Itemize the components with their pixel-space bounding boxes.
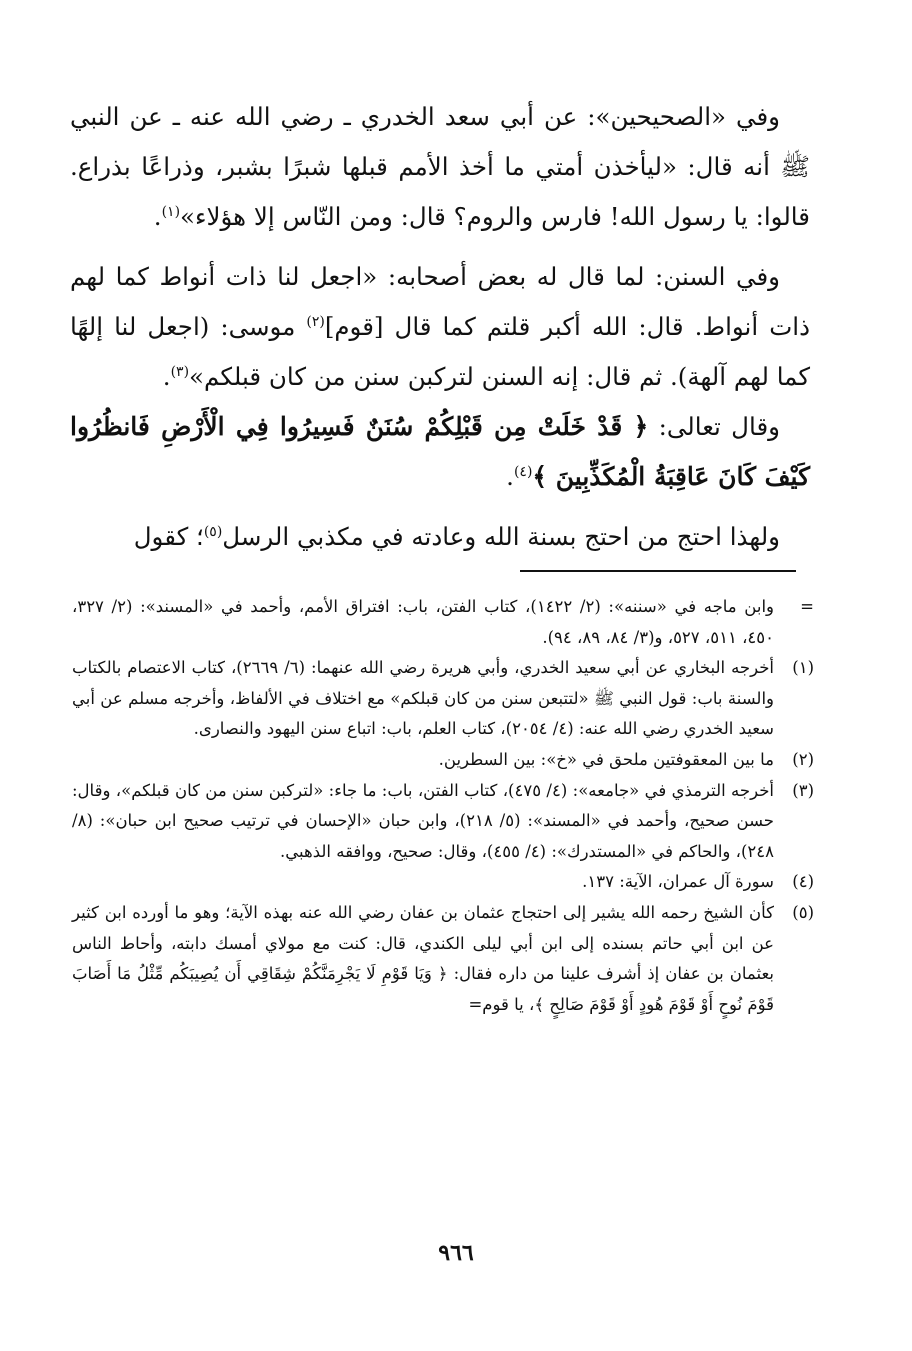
quran-verse: ﴿ قَدْ خَلَتْ مِن قَبْلِكُمْ سُنَنٌ فَسِيرُوا فِي الْأَرْضِ فَانظُرُوا كَيْفَ كَانَ عَاقِبَةُ الْمُكَذِّبِينَ ﴾ <box>70 412 810 491</box>
footnote-3 <box>72 776 814 868</box>
footnote-5 <box>72 898 814 1020</box>
footnote-text: ما بين المعقوفتين ملحق في «خ»: بين السطرين. <box>438 749 774 769</box>
footnote-number: (٣) <box>792 780 814 800</box>
footnote-text: أخرجه الترمذي في «جامعه»: (٤/ ٤٧٥)، كتاب الفتن، باب: ما جاء: «لتركبن سنن من كان قبلكم»، وقال: حسن صحيح، وأحمد في «المسند»: (٥/ ٢١٨)، وابن حبان «الإحسان في ترتيب صحيح ابن حبان»: (٨/ ٢٤٨)، والحاكم في «المستدرك»: (٤/ ٤٥٥)، وقال: صحيح، ووافقه الذهبي. <box>72 780 774 861</box>
footnote-number: (٢) <box>792 749 814 769</box>
footnote-ref-5[interactable]: (٥) <box>203 523 223 540</box>
main-text <box>70 92 810 562</box>
paragraph-sunan: وفي السنن: لما قال له بعض أصحابه: «اجعل لنا ذات أنواط كما لهم ذات أنواط. قال: الله أكبر قلتم كما قال [قوم]$^{(٢)}$ موسى: (اجعل لنا إلهًا كما لهم آلهة). ثم قال: إنه السنن لتركبن سنن من كان قبلكم»$^{(٣)}$. <box>70 262 810 391</box>
footnote-number: (٤) <box>792 872 814 892</box>
footnote-continuation <box>72 592 814 653</box>
footnote-ref-3[interactable]: (٣) <box>170 363 190 380</box>
page-number: ٩٦٦ <box>438 1240 474 1266</box>
footnote-2 <box>72 745 814 776</box>
footnote-text: وابن ماجه في «سننه»: (٢/ ١٤٢٢)، كتاب الفتن، باب: افتراق الأمم، وأحمد في «المسند»: (٢/ ٣٢٧، ٤٥٠، ٥١١، ٥٢٧، و(٣/ ٨٤، ٨٩، ٩٤). <box>72 597 774 647</box>
footnote-text: كأن الشيخ رحمه الله يشير إلى احتجاج عثمان بن عفان رضي الله عنه بهذه الآية؛ وهو ما أورده ابن كثير عن ابن أبي حاتم بسنده إلى ابن أبي ليلى الكندي، قال: كنت مع مولاي أمسك دابته، وأحاط الناس بعثمان بن عفان إذ أشرف علينا من داره فقال: ﴿ وَيَا قَوْمِ لَا يَجْرِمَنَّكُمْ شِقَاقِي أَن يُصِيبَكُم مِّثْلُ مَا أَصَابَ قَوْمَ نُوحٍ أَوْ قَوْمَ هُودٍ أَوْ قَوْمَ صَالِحٍ ﴾، يا قوم= <box>72 902 775 1014</box>
footnote-ref-2[interactable]: (٢) <box>306 313 325 330</box>
footnote-1 <box>72 653 814 745</box>
footnote-number: (٥) <box>792 902 814 922</box>
footnote-number: (١) <box>792 658 814 678</box>
footnote-4 <box>72 867 814 898</box>
paragraph-sahihayn: وفي «الصحيحين»: عن أبي سعد الخدري ـ رضي الله عنه ـ عن النبي ﷺ أنه قال: «ليأخذن أمتي ما أخذ الأمم قبلها شبرًا بشبر، وذراعًا بذراع. قالوا: يا رسول الله! فارس والروم؟ قال: ومن النّاس إلا هؤلاء»$^{(١)}$. <box>70 102 810 231</box>
paragraph-conclusion: ولهذا احتج من احتج بسنة الله وعادته في مكذبي الرسل$^{(٥)}$؛ كقول <box>133 522 780 551</box>
footnote-number: = <box>800 597 814 616</box>
footnote-text: أخرجه البخاري عن أبي سعيد الخدري، وأبي هريرة رضي الله عنهما: (٦/ ٢٦٦٩)، كتاب الاعتصام بالكتاب والسنة باب: قول النبي ﷺ «لتتبعن سنن من كان قبلكم» مع اختلاف في الألفاظ، وأخرجه مسلم عن أبي سعيد الخدري رضي الله عنه: (٤/ ٢٠٥٤)، كتاب العلم، باب: اتباع سنن اليهود والنصارى. <box>72 658 775 739</box>
footnote-ref-4[interactable]: (٤) <box>513 463 533 480</box>
footnote-ref-1[interactable]: (١) <box>161 203 181 220</box>
footnotes <box>72 592 814 1020</box>
footnote-divider <box>520 570 796 572</box>
footnote-text: سورة آل عمران، الآية: ١٣٧. <box>582 872 774 892</box>
paragraph-verse: وقال تعالى: ﴿ قَدْ خَلَتْ مِن قَبْلِكُمْ سُنَنٌ فَسِيرُوا فِي الْأَرْضِ فَانظُرُوا كَيْفَ كَانَ عَاقِبَةُ الْمُكَذِّبِينَ ﴾$^{(٤)}$. <box>70 412 810 491</box>
